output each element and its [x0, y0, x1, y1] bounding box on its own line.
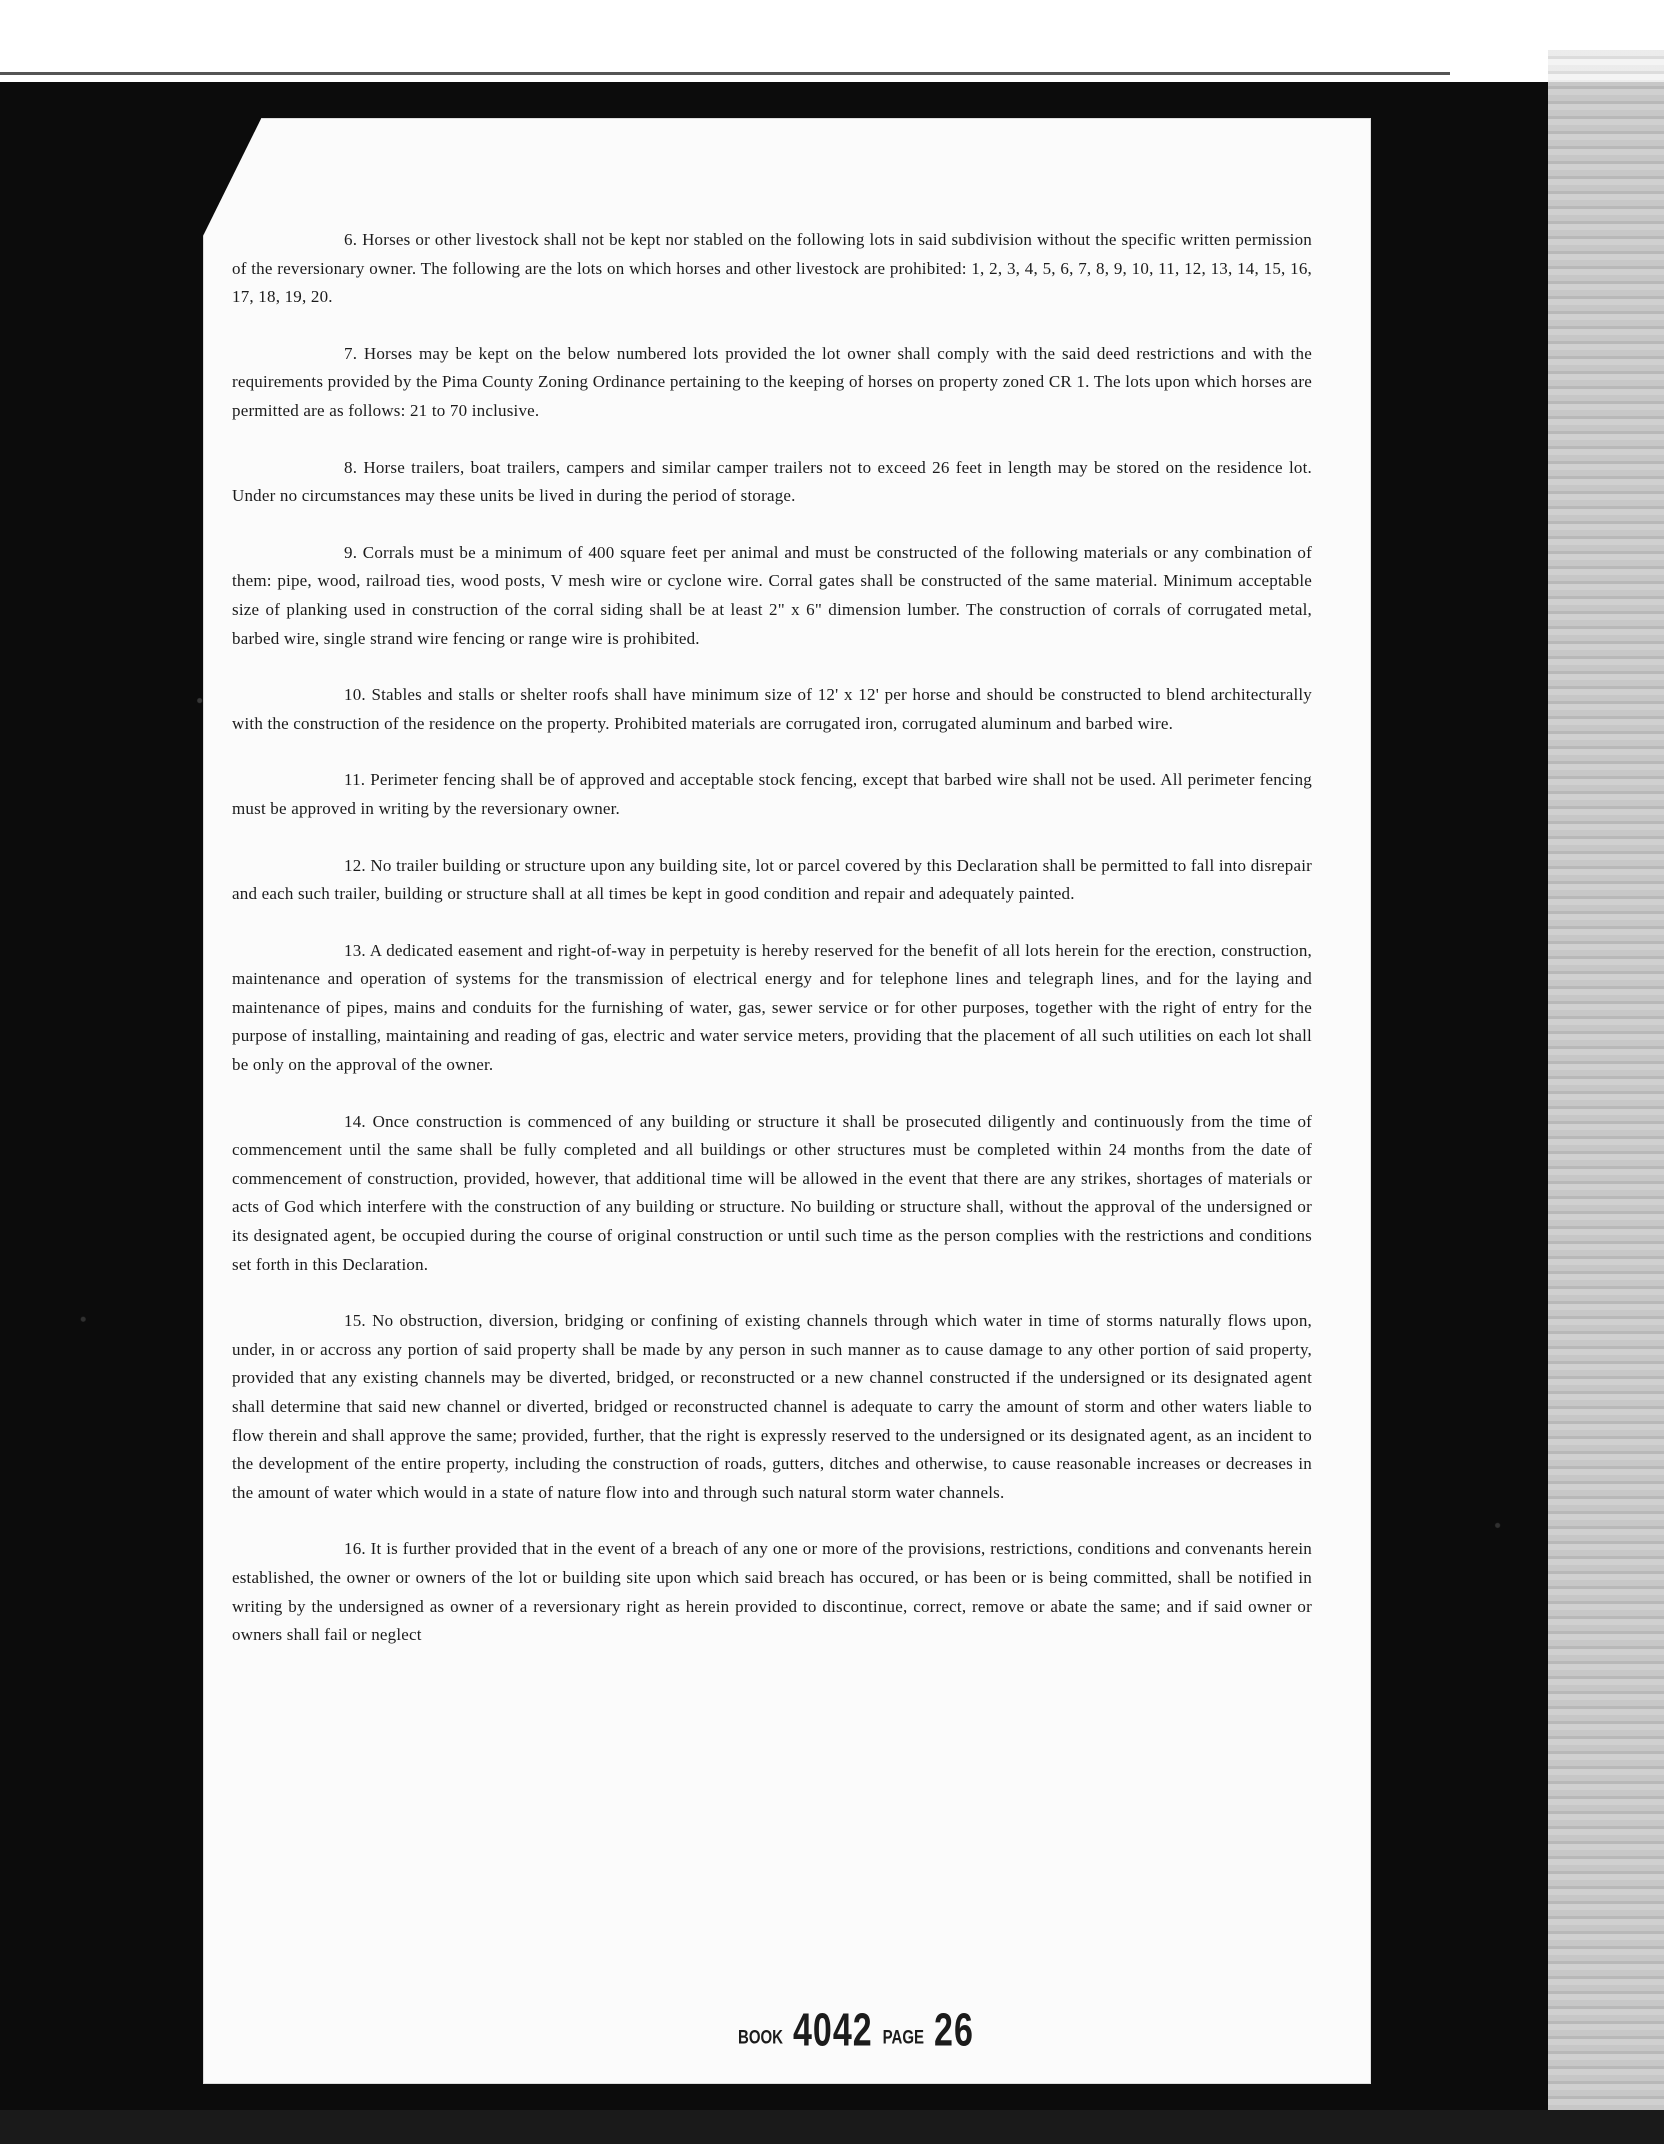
paragraph-8: 8. Horse trailers, boat trailers, campers and similar camper trailers not to exceed 26 feet in length may be stored on the residence lot. Under no circumstances may these units be lived in during the period of storage.: [232, 457, 1312, 506]
paragraph-13: 13. A dedicated easement and right-of-way in perpetuity is hereby reserved for the benefit of all lots herein for the erection, construction, maintenance and operation of systems for the transmission of electrical energy and for telephone lines and telegraph lines, and for the laying and maintenance of pipes, mains and conduits for the furnishing of water, gas, sewer service or for other purposes, together with the right of entry for the purpose of installing, maintaining and reading of gas, electric and water service meters, providing that the placement of all such utilities on each lot shall be only on the approval of the owner.: [232, 940, 1312, 1075]
book-label: BOOK: [738, 2026, 783, 2049]
scan-right-edge: [1548, 50, 1664, 2144]
scan-bottom-edge: [0, 2110, 1664, 2144]
paragraph-16: 16. It is further provided that in the event of a breach of any one or more of the provisions, restrictions, conditions and convenants herein established, the owner or owners of the lot or building site upon which said breach has occured, or has been or is being committed, shall be notified in writing by the undersigned as owner of a reversionary right as herein provided to discontinue, correct, remove or abate the same; and if said owner or owners shall fail or neglect: [232, 1539, 1312, 1645]
paragraph-14: 14. Once construction is commenced of any building or structure it shall be prosecuted diligently and continuously from the time of commencement until the same shall be fully completed and all buildings or other structures must be completed within 24 months from the date of commencement of construction, provided, however, that additional time will be allowed in the event that there are any strikes, shortages of materials or acts of God which interfere with the construction of any building or structure. No building or structure shall, without the approval of the undersigned or its designated agent, be occupied during the course of original construction or until such time as the person complies with the restrictions and conditions set forth in this Declaration.: [232, 1111, 1312, 1274]
scan-edge-line: [0, 72, 1450, 75]
book-number: 4042: [793, 2005, 873, 2057]
paragraph-6: 6. Horses or other livestock shall not be kept nor stabled on the following lots in said subdivision without the specific written permission of the reversionary owner. The following are the lots on which horses and other livestock are prohibited: 1, 2, 3, 4, 5, 6, 7, 8, 9, 10, 11, 12, 13, 14, 15, 16, 17, 18, 19, 20.: [232, 230, 1312, 307]
book-page-stamp: [738, 2005, 974, 2057]
document-body: [232, 226, 1312, 1678]
paragraph-15: 15. No obstruction, diversion, bridging or confining of existing channels through which water in time of storms naturally flows upon, under, in or accross any portion of said property shall be made by any person in such manner as to cause damage to any other portion of said property, provided that any existing channels may be diverted, bridged, or reconstructed or a new channel constructed if the undersigned or its designated agent shall determine that said new channel or diverted, bridged or reconstructed channel is adequate to carry the amount of storm and other waters liable to flow therein and shall approve the same; provided, further, that the right is expressly reserved to the undersigned or its designated agent, as an incident to the development of the entire property, including the construction of roads, gutters, ditches and otherwise, to cause reasonable increases or decreases in the amount of water which would in a state of nature flow into and through such natural storm water channels.: [232, 1311, 1312, 1502]
top-margin: [0, 0, 1664, 82]
paragraph-9: 9. Corrals must be a minimum of 400 square feet per animal and must be constructed of the following materials or any combination of them: pipe, wood, railroad ties, wood posts, V mesh wire or cyclone wire. Corral gates shall be constructed of the same material. Minimum acceptable size of planking used in construction of the corral siding shall be at least 2" x 6" dimension lumber. The construction of corrals of corrugated metal, barbed wire, single strand wire fencing or range wire is prohibited.: [232, 542, 1312, 648]
paragraph-11: 11. Perimeter fencing shall be of approved and acceptable stock fencing, except that barbed wire shall not be used. All perimeter fencing must be approved in writing by the reversionary owner.: [232, 770, 1312, 818]
page-number: 26: [934, 2005, 974, 2057]
paragraph-12: 12. No trailer building or structure upon any building site, lot or parcel covered by this Declaration shall be permitted to fall into disrepair and each such trailer, building or structure shall at all times be kept in good condition and repair and adequately painted.: [232, 855, 1312, 904]
page-label: PAGE: [882, 2026, 925, 2049]
paragraph-7: 7. Horses may be kept on the below numbered lots provided the lot owner shall comply with the said deed restrictions and with the requirements provided by the Pima County Zoning Ordinance pertaining to the keeping of horses on property zoned CR 1. The lots upon which horses are permitted are as follows: 21 to 70 inclusive.: [232, 343, 1312, 420]
paragraph-10: 10. Stables and stalls or shelter roofs shall have minimum size of 12' x 12' per horse and should be constructed to blend architecturally with the construction of the residence on the property. Prohibited materials are corrugated iron, corrugated aluminum and barbed wire.: [232, 685, 1312, 733]
